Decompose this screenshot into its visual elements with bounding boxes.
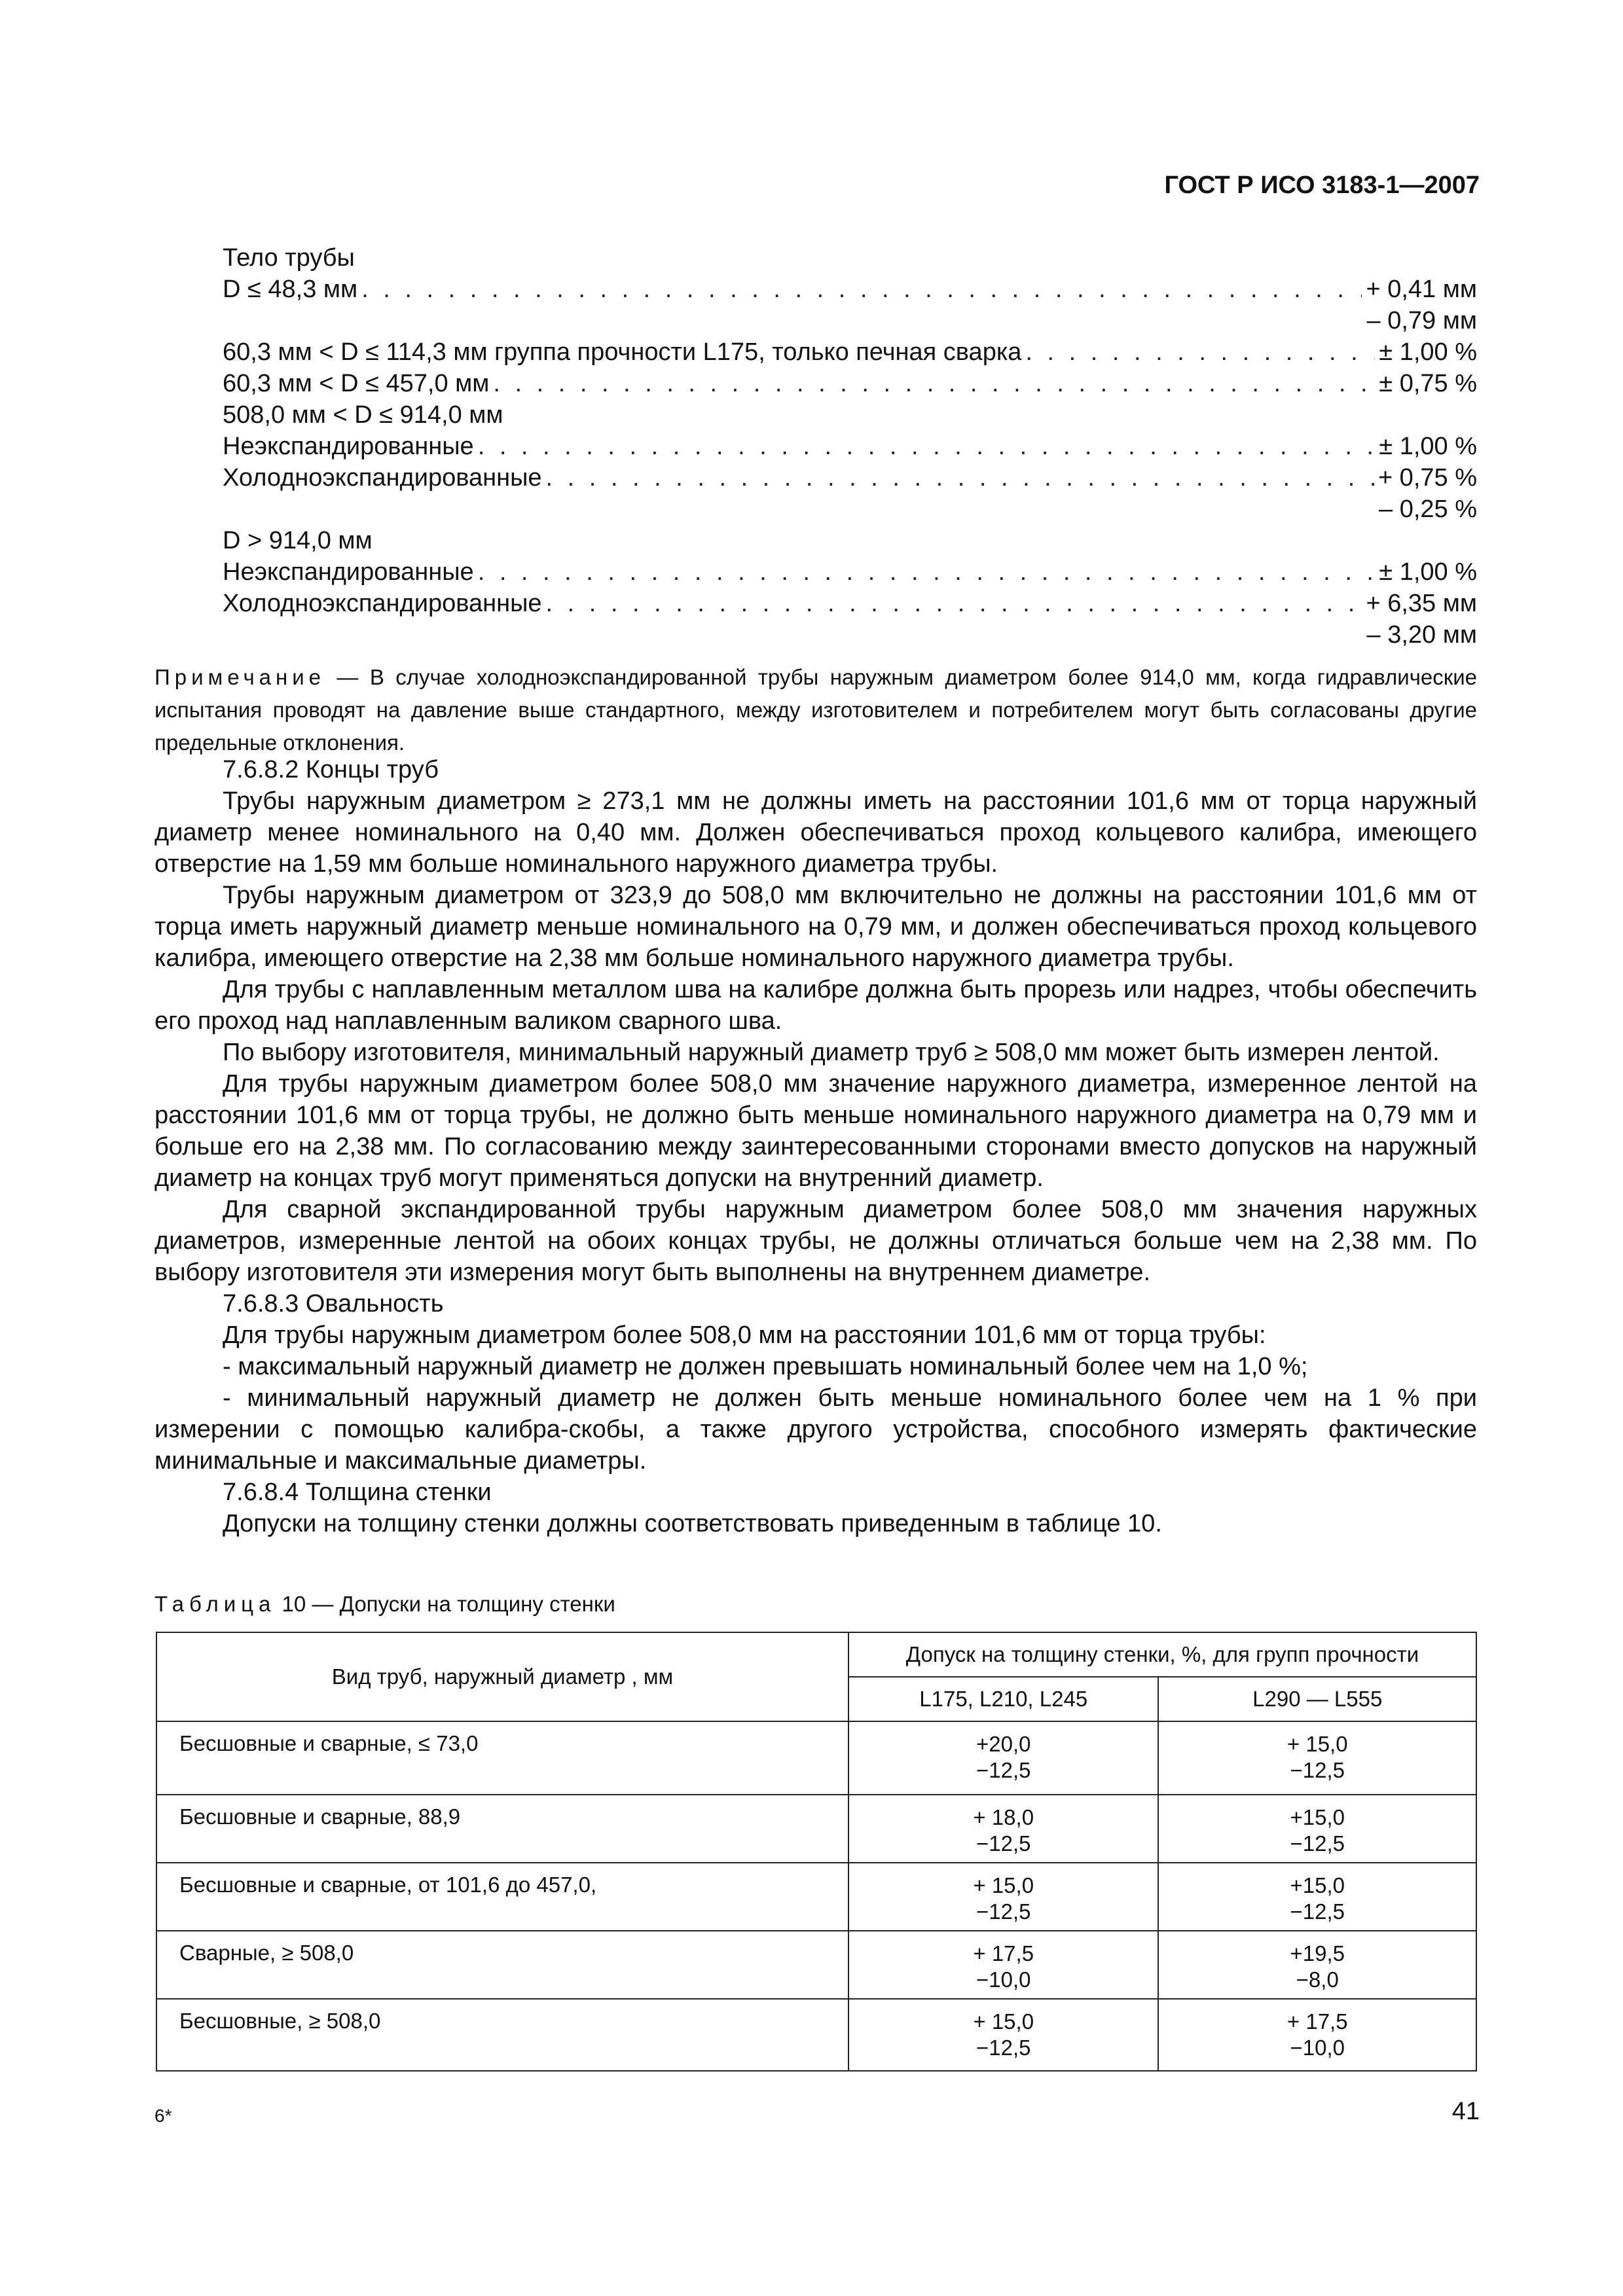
leader-dots: [1025, 336, 1375, 368]
tolerance-table: [156, 1632, 1477, 2072]
tolerance-label: 60,3 мм < D ≤ 114,3 мм группа прочности L175, только печная сварка: [223, 338, 1022, 366]
tolerance-row: [223, 462, 1477, 493]
tolerance-value: ± 1,00 %: [1379, 338, 1477, 366]
paragraph: Допуски на толщину стенки должны соответствовать приведенным в таблице 10.: [223, 1510, 1162, 1537]
paragraph: Для трубы с наплавленным металлом шва на калибре должна быть прорезь или надрез, чтобы обеспечить его проход над наплавленным валиком сварного шва.: [155, 976, 1477, 1035]
tolerance-value: – 0,79 мм: [1366, 307, 1477, 334]
cell-tolerance-a: +20,0 −12,5: [848, 1721, 1159, 1795]
table-row: [156, 1999, 1476, 2071]
leader-dots: [361, 274, 1362, 305]
cell-tolerance-a: + 18,0 −12,5: [848, 1795, 1159, 1863]
paragraph: Для трубы наружным диаметром более 508,0 мм на расстоянии 101,6 мм от торца трубы:: [223, 1321, 1266, 1349]
tolerance-value: ± 1,00 %: [1379, 558, 1477, 586]
tolerance-list: [223, 242, 1477, 651]
tolerance-row: [223, 556, 1477, 588]
tolerance-row: [223, 431, 1477, 462]
document-id: ГОСТ Р ИСО 3183-1—2007: [1164, 171, 1480, 199]
cell-type: Бесшовные, ≥ 508,0: [156, 1999, 848, 2071]
cell-tolerance-a: + 17,5 −10,0: [848, 1931, 1159, 1999]
note-prefix: Примечание: [155, 665, 326, 689]
tolerance-label: Неэкспандированные: [223, 433, 474, 460]
tolerance-value: ± 0,75 %: [1379, 370, 1477, 397]
section-heading: 7.6.8.2 Концы труб: [223, 756, 439, 783]
table-caption-title: 10 — Допуски на толщину стенки: [276, 1592, 615, 1616]
cell-type: Бесшовные и сварные, ≤ 73,0: [156, 1721, 848, 1795]
column-header-a: L175, L210, L245: [848, 1677, 1159, 1721]
column-header-group: Допуск на толщину стенки, %, для групп прочности: [848, 1632, 1476, 1677]
paragraph: Для трубы наружным диаметром более 508,0 мм значение наружного диаметра, измеренное лентой на расстоянии 101,6 мм от торца трубы, не должно быть меньше номинального наружного диаметра на 0,79 мм и больше его на 2,38 мм. По согласованию между заинтересованными сторонами вместо допусков на наружный диаметр на концах труб могут применяться допуски на внутренний диаметр.: [155, 1070, 1477, 1192]
cell-tolerance-a: + 15,0 −12,5: [848, 1863, 1159, 1931]
table-row: [156, 1795, 1476, 1863]
paragraph: Трубы наружным диаметром от 323,9 до 508,0 мм включительно не должны на расстоянии 101,6 мм от торца иметь наружный диаметр меньше номинального на 0,79 мм, и должен обеспечиваться проход кольцевого калибра, имеющего отверстие на 2,38 мм больше номинального наружного диаметра трубы.: [155, 882, 1477, 972]
note: [155, 661, 1477, 759]
tolerance-value: + 6,35 мм: [1366, 590, 1477, 617]
tolerance-value: – 3,20 мм: [1366, 621, 1477, 649]
table-row: [156, 1931, 1476, 1999]
leader-dots: [478, 556, 1376, 588]
cell-tolerance-a: + 15,0 −12,5: [848, 1999, 1159, 2071]
tolerance-subheading: 508,0 мм < D ≤ 914,0 мм: [223, 401, 503, 429]
tolerance-label: Холодноэкспандированные: [223, 464, 542, 492]
tolerance-heading: Тело трубы: [223, 244, 355, 272]
tolerance-value: + 0,41 мм: [1366, 276, 1477, 303]
cell-type: Сварные, ≥ 508,0: [156, 1931, 848, 1999]
tolerance-row: [223, 368, 1477, 399]
leader-dots: [478, 431, 1376, 462]
list-item: - максимальный наружный диаметр не должен превышать номинальный более чем на 1,0 %;: [223, 1353, 1308, 1380]
paragraph: Для сварной экспандированной трубы наружным диаметром более 508,0 мм значения наружных диаметров, измеренные лентой на обоих концах трубы, не должны отличаться больше чем на 2,38 мм. По выбору изготовителя эти измерения могут быть выполнены на внутреннем диаметре.: [155, 1196, 1477, 1286]
cell-type: Бесшовные и сварные, от 101,6 до 457,0,: [156, 1863, 848, 1931]
table-row: [156, 1863, 1476, 1931]
tolerance-value: ± 1,00 %: [1379, 433, 1477, 460]
cell-type: Бесшовные и сварные, 88,9: [156, 1795, 848, 1863]
cell-tolerance-b: + 17,5 −10,0: [1158, 1999, 1476, 2071]
note-text: — В случае холодноэкспандированной трубы наружным диаметром более 914,0 мм, когда гидравлические испытания проводят на давление выше стандартного, между изготовителем и потребителем могут быть согласованы другие предельные отклонения.: [155, 665, 1477, 755]
cell-tolerance-b: + 15,0 −12,5: [1158, 1721, 1476, 1795]
paragraph: Трубы наружным диаметром ≥ 273,1 мм не должны иметь на расстоянии 101,6 мм от торца наружный диаметр менее номинального на 0,40 мм. Должен обеспечиваться проход кольцевого калибра, имеющего отверстие на 1,59 мм больше номинального наружного диаметра трубы.: [155, 787, 1477, 878]
tolerance-row: [223, 336, 1477, 368]
tolerance-label: 60,3 мм < D ≤ 457,0 мм: [223, 370, 490, 397]
section-heading: 7.6.8.4 Толщина стенки: [223, 1479, 492, 1506]
paragraph: По выбору изготовителя, минимальный наружный диаметр труб ≥ 508,0 мм может быть измерен лентой.: [223, 1039, 1440, 1066]
leader-dots: [546, 462, 1374, 493]
tolerance-value: – 0,25 %: [1379, 495, 1477, 523]
tolerance-label: Холодноэкспандированные: [223, 590, 542, 617]
tolerance-value: + 0,75 %: [1377, 464, 1477, 492]
leader-dots: [546, 588, 1362, 619]
table-caption-prefix: Таблица: [155, 1592, 276, 1616]
tolerance-label: D ≤ 48,3 мм: [223, 276, 358, 303]
cell-tolerance-b: +19,5 −8,0: [1158, 1931, 1476, 1999]
footer-sheet-mark: 6*: [155, 2106, 172, 2126]
tolerance-label: Неэкспандированные: [223, 558, 474, 586]
column-header-b: L290 — L555: [1158, 1677, 1476, 1721]
cell-tolerance-b: +15,0 −12,5: [1158, 1795, 1476, 1863]
section-heading: 7.6.8.3 Овальность: [223, 1290, 444, 1318]
body-text: [155, 754, 1477, 1539]
cell-tolerance-b: +15,0 −12,5: [1158, 1863, 1476, 1931]
tolerance-row: [223, 274, 1477, 305]
column-header-type: Вид труб, наружный диаметр , мм: [156, 1632, 848, 1721]
leader-dots: [493, 368, 1375, 399]
tolerance-subheading: D > 914,0 мм: [223, 527, 373, 554]
table-caption: [155, 1592, 615, 1617]
tolerance-row: [223, 588, 1477, 619]
page-number: 41: [1451, 2098, 1480, 2125]
list-item: - минимальный наружный диаметр не должен быть меньше номинального более чем на 1 % при измерении с помощью калибра-скобы, а также другого устройства, способного измерять фактические минимальные и максимальные диаметры.: [155, 1384, 1477, 1475]
table-row: [156, 1721, 1476, 1795]
